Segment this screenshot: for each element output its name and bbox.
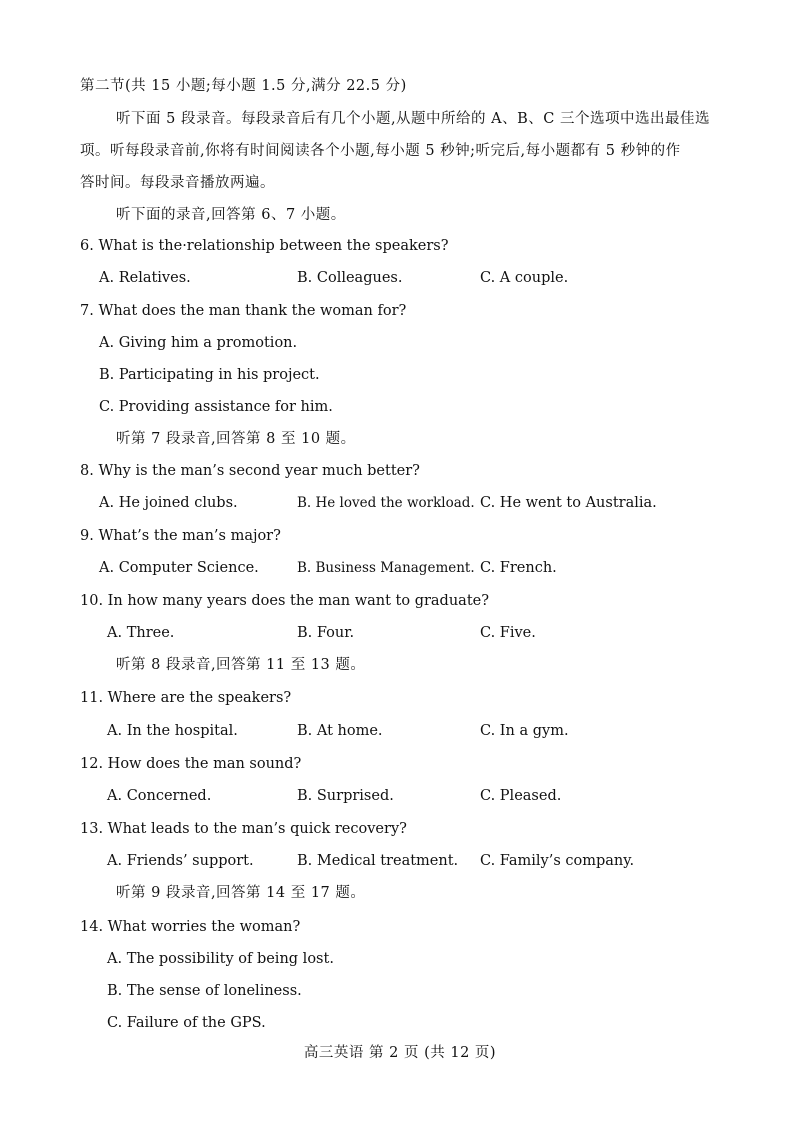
instruction-line: 听下面 5 段录音。每段录音后有几个小题,从题中所给的 A、B、C 三个选项中选出最佳选 (116, 111, 710, 127)
page-footer: 高三英语 第 2 页 (共 12 页) (303, 1045, 497, 1061)
question-8-option-b: B. He loved the workload. (297, 495, 475, 511)
question-13: 13. What leads to the man’s quick recovery? (80, 821, 407, 837)
question-6-option-a: A. Relatives. (99, 270, 191, 286)
question-13-option-b: B. Medical treatment. (297, 853, 459, 869)
group-intro: 听下面的录音,回答第 6、7 小题。 (116, 207, 346, 223)
question-11: 11. Where are the speakers? (80, 690, 292, 706)
question-9-option-b: B. Business Management. (297, 560, 475, 576)
group-intro: 听第 7 段录音,回答第 8 至 10 题。 (116, 431, 356, 447)
question-13-option-a: A. Friends’ support. (107, 853, 254, 869)
question-7-option-b: B. Participating in his project. (99, 367, 320, 383)
question-12: 12. How does the man sound? (80, 756, 302, 772)
question-8-option-c: C. He went to Australia. (480, 495, 657, 511)
question-6-option-c: C. A couple. (480, 270, 569, 286)
question-9-option-c: C. French. (480, 560, 557, 576)
question-14: 14. What worries the woman? (80, 919, 301, 935)
question-9: 9. What’s the man’s major? (80, 528, 281, 544)
question-12-option-c: C. Pleased. (480, 788, 562, 804)
question-6-option-b: B. Colleagues. (297, 270, 403, 286)
section-title: 第二节(共 15 小题;每小题 1.5 分,满分 22.5 分) (80, 78, 407, 94)
question-7-option-a: A. Giving him a promotion. (99, 335, 298, 351)
question-11-option-a: A. In the hospital. (107, 723, 238, 739)
question-14-option-c: C. Failure of the GPS. (107, 1015, 266, 1031)
group-intro: 听第 8 段录音,回答第 11 至 13 题。 (116, 657, 366, 673)
question-12-option-b: B. Surprised. (297, 788, 394, 804)
question-11-option-c: C. In a gym. (480, 723, 569, 739)
group-intro: 听第 9 段录音,回答第 14 至 17 题。 (116, 885, 366, 901)
question-8: 8. Why is the man’s second year much better? (80, 463, 420, 479)
question-10: 10. In how many years does the man want to graduate? (80, 593, 490, 609)
question-6: 6. What is the·relationship between the speakers? (80, 238, 449, 254)
question-9-option-a: A. Computer Science. (99, 560, 259, 576)
question-10-option-a: A. Three. (107, 625, 175, 641)
instruction-line: 项。听每段录音前,你将有时间阅读各个小题,每小题 5 秒钟;听完后,每小题都有 5 秒钟的作 (80, 143, 681, 159)
question-13-option-c: C. Family’s company. (480, 853, 635, 869)
question-7-option-c: C. Providing assistance for him. (99, 399, 333, 415)
question-10-option-c: C. Five. (480, 625, 536, 641)
question-11-option-b: B. At home. (297, 723, 383, 739)
question-14-option-b: B. The sense of loneliness. (107, 983, 302, 999)
question-12-option-a: A. Concerned. (107, 788, 212, 804)
question-7: 7. What does the man thank the woman for? (80, 303, 407, 319)
instruction-line: 答时间。每段录音播放两遍。 (80, 175, 275, 191)
question-10-option-b: B. Four. (297, 625, 355, 641)
question-8-option-a: A. He joined clubs. (99, 495, 238, 511)
question-14-option-a: A. The possibility of being lost. (107, 951, 334, 967)
